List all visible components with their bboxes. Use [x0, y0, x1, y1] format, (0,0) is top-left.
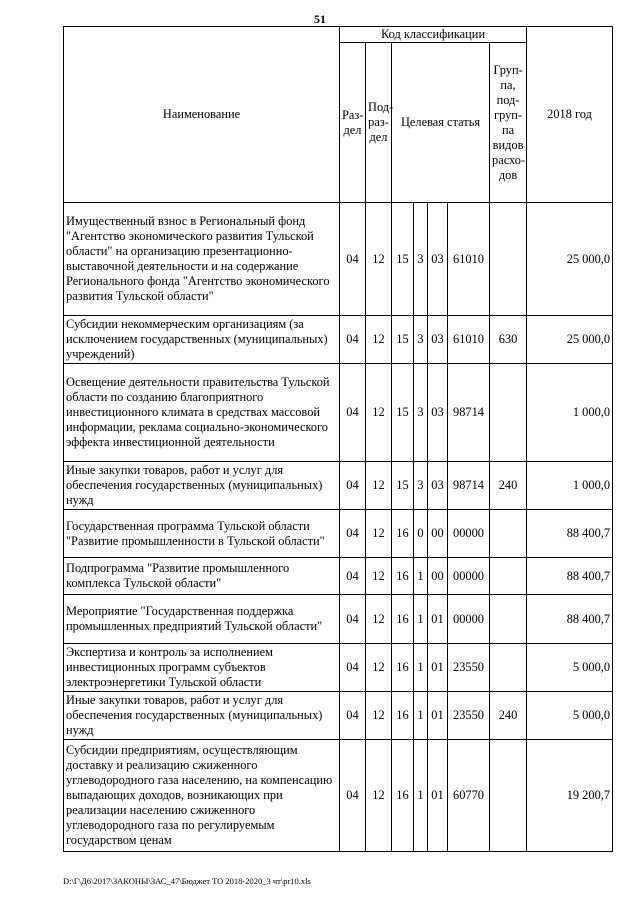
row-target-event: 03 — [428, 316, 448, 364]
row-target-subprogram: 3 — [414, 462, 428, 510]
row-target-event: 00 — [428, 558, 448, 595]
table-row — [64, 644, 613, 692]
row-target-direction: 61010 — [448, 316, 490, 364]
row-section: 04 — [340, 510, 366, 558]
row-target-subprogram: 1 — [414, 692, 428, 740]
row-name: Иные закупки товаров, работ и услуг для обеспечения государственных (муниципальных) нужд — [64, 462, 340, 510]
row-amount: 1 000,0 — [527, 364, 613, 462]
header-classification: Код классификации — [340, 27, 527, 43]
row-expense-group — [490, 364, 527, 462]
row-amount: 88 400,7 — [527, 510, 613, 558]
row-expense-group: 240 — [490, 462, 527, 510]
row-target-subprogram: 1 — [414, 644, 428, 692]
row-target-program: 16 — [392, 692, 414, 740]
row-target-program: 15 — [392, 316, 414, 364]
row-amount: 25 000,0 — [527, 203, 613, 316]
row-target-event: 01 — [428, 692, 448, 740]
row-name: Субсидии предприятиям, осуществляющим доставку и реализацию сжиженного углеводородного газа населению, на компенсацию выпадающих доходов, возникающих при реализации населению сжиженного углеводородного газа по регулируемым государством ценам — [64, 740, 340, 852]
row-name: Освещение деятельности правительства Тульской области по созданию благоприятного инвестиционного климата в средствах массовой информации, реклама социально-экономического эффекта инвестиционной деятельности — [64, 364, 340, 462]
table-row — [64, 316, 613, 364]
row-name: Государственная программа Тульской области "Развитие промышленности в Тульской области" — [64, 510, 340, 558]
row-target-subprogram: 1 — [414, 595, 428, 644]
header-subsection: Под-раз-дел — [366, 43, 392, 203]
row-target-direction: 98714 — [448, 462, 490, 510]
table-row — [64, 364, 613, 462]
table-row — [64, 692, 613, 740]
row-name: Имущественный взнос в Региональный фонд "Агентство экономического развития Тульской области" на организацию презентационно-выставочной деятельности и на содержание Регионального фонда "Агентство экономического развития Тульской области" — [64, 203, 340, 316]
row-expense-group — [490, 595, 527, 644]
row-target-subprogram: 0 — [414, 510, 428, 558]
row-target-direction: 98714 — [448, 364, 490, 462]
row-amount: 88 400,7 — [527, 595, 613, 644]
row-target-program: 15 — [392, 462, 414, 510]
row-name: Мероприятие "Государственная поддержка промышленных предприятий Тульской области" — [64, 595, 340, 644]
row-expense-group: 630 — [490, 316, 527, 364]
row-amount: 88 400,7 — [527, 558, 613, 595]
budget-table — [63, 26, 613, 852]
row-section: 04 — [340, 316, 366, 364]
row-expense-group — [490, 558, 527, 595]
header-target-article: Целевая статья — [392, 43, 490, 203]
row-target-event: 01 — [428, 644, 448, 692]
header-section: Раз-дел — [340, 43, 366, 203]
row-target-direction: 23550 — [448, 692, 490, 740]
row-target-program: 16 — [392, 740, 414, 852]
table-row — [64, 203, 613, 316]
row-name: Иные закупки товаров, работ и услуг для обеспечения государственных (муниципальных) нужд — [64, 692, 340, 740]
row-subsection: 12 — [366, 558, 392, 595]
row-target-event: 03 — [428, 462, 448, 510]
header-row-top — [64, 27, 613, 43]
row-target-program: 16 — [392, 644, 414, 692]
row-amount: 5 000,0 — [527, 644, 613, 692]
row-name: Подпрограмма "Развитие промышленного комплекса Тульской области" — [64, 558, 340, 595]
footer-file-path: D:\Г\Д6\2017\ЗАКОНЫ\ЗАС_47\Бюджет ТО 2018-2020_3 чт\pr10.xls — [63, 876, 311, 886]
row-expense-group — [490, 644, 527, 692]
table-row — [64, 462, 613, 510]
row-section: 04 — [340, 462, 366, 510]
row-subsection: 12 — [366, 510, 392, 558]
header-year: 2018 год — [527, 27, 613, 203]
header-name: Наименование — [64, 27, 340, 203]
row-target-subprogram: 1 — [414, 558, 428, 595]
row-subsection: 12 — [366, 595, 392, 644]
table-row — [64, 510, 613, 558]
row-amount: 1 000,0 — [527, 462, 613, 510]
row-target-direction: 00000 — [448, 558, 490, 595]
table-row — [64, 595, 613, 644]
header-expense-group: Груп-па, под-груп-па видов расхо-дов — [490, 43, 527, 203]
row-expense-group: 240 — [490, 692, 527, 740]
row-subsection: 12 — [366, 316, 392, 364]
row-expense-group — [490, 203, 527, 316]
table-row — [64, 558, 613, 595]
row-subsection: 12 — [366, 364, 392, 462]
row-expense-group — [490, 740, 527, 852]
row-subsection: 12 — [366, 692, 392, 740]
row-target-event: 00 — [428, 510, 448, 558]
row-target-event: 03 — [428, 364, 448, 462]
row-target-program: 16 — [392, 595, 414, 644]
row-target-event: 01 — [428, 595, 448, 644]
row-target-direction: 61010 — [448, 203, 490, 316]
row-target-subprogram: 3 — [414, 203, 428, 316]
row-section: 04 — [340, 364, 366, 462]
row-section: 04 — [340, 644, 366, 692]
row-subsection: 12 — [366, 740, 392, 852]
table-row — [64, 740, 613, 852]
row-target-event: 01 — [428, 740, 448, 852]
row-target-event: 03 — [428, 203, 448, 316]
row-target-subprogram: 3 — [414, 364, 428, 462]
row-target-program: 15 — [392, 203, 414, 316]
row-name: Экспертиза и контроль за исполнением инвестиционных программ субъектов электроэнергетики Тульской области — [64, 644, 340, 692]
row-subsection: 12 — [366, 203, 392, 316]
row-section: 04 — [340, 558, 366, 595]
row-section: 04 — [340, 740, 366, 852]
page-number: 51 — [314, 12, 326, 26]
row-amount: 19 200,7 — [527, 740, 613, 852]
row-target-program: 16 — [392, 510, 414, 558]
row-amount: 25 000,0 — [527, 316, 613, 364]
row-amount: 5 000,0 — [527, 692, 613, 740]
row-section: 04 — [340, 203, 366, 316]
row-target-program: 15 — [392, 364, 414, 462]
row-target-direction: 60770 — [448, 740, 490, 852]
row-target-program: 16 — [392, 558, 414, 595]
row-target-direction: 00000 — [448, 510, 490, 558]
row-subsection: 12 — [366, 462, 392, 510]
row-target-subprogram: 1 — [414, 740, 428, 852]
row-expense-group — [490, 510, 527, 558]
row-section: 04 — [340, 595, 366, 644]
row-name: Субсидии некоммерческим организациям (за исключением государственных (муниципальных) учреждений) — [64, 316, 340, 364]
row-section: 04 — [340, 692, 366, 740]
row-subsection: 12 — [366, 644, 392, 692]
row-target-direction: 23550 — [448, 644, 490, 692]
row-target-direction: 00000 — [448, 595, 490, 644]
row-target-subprogram: 3 — [414, 316, 428, 364]
